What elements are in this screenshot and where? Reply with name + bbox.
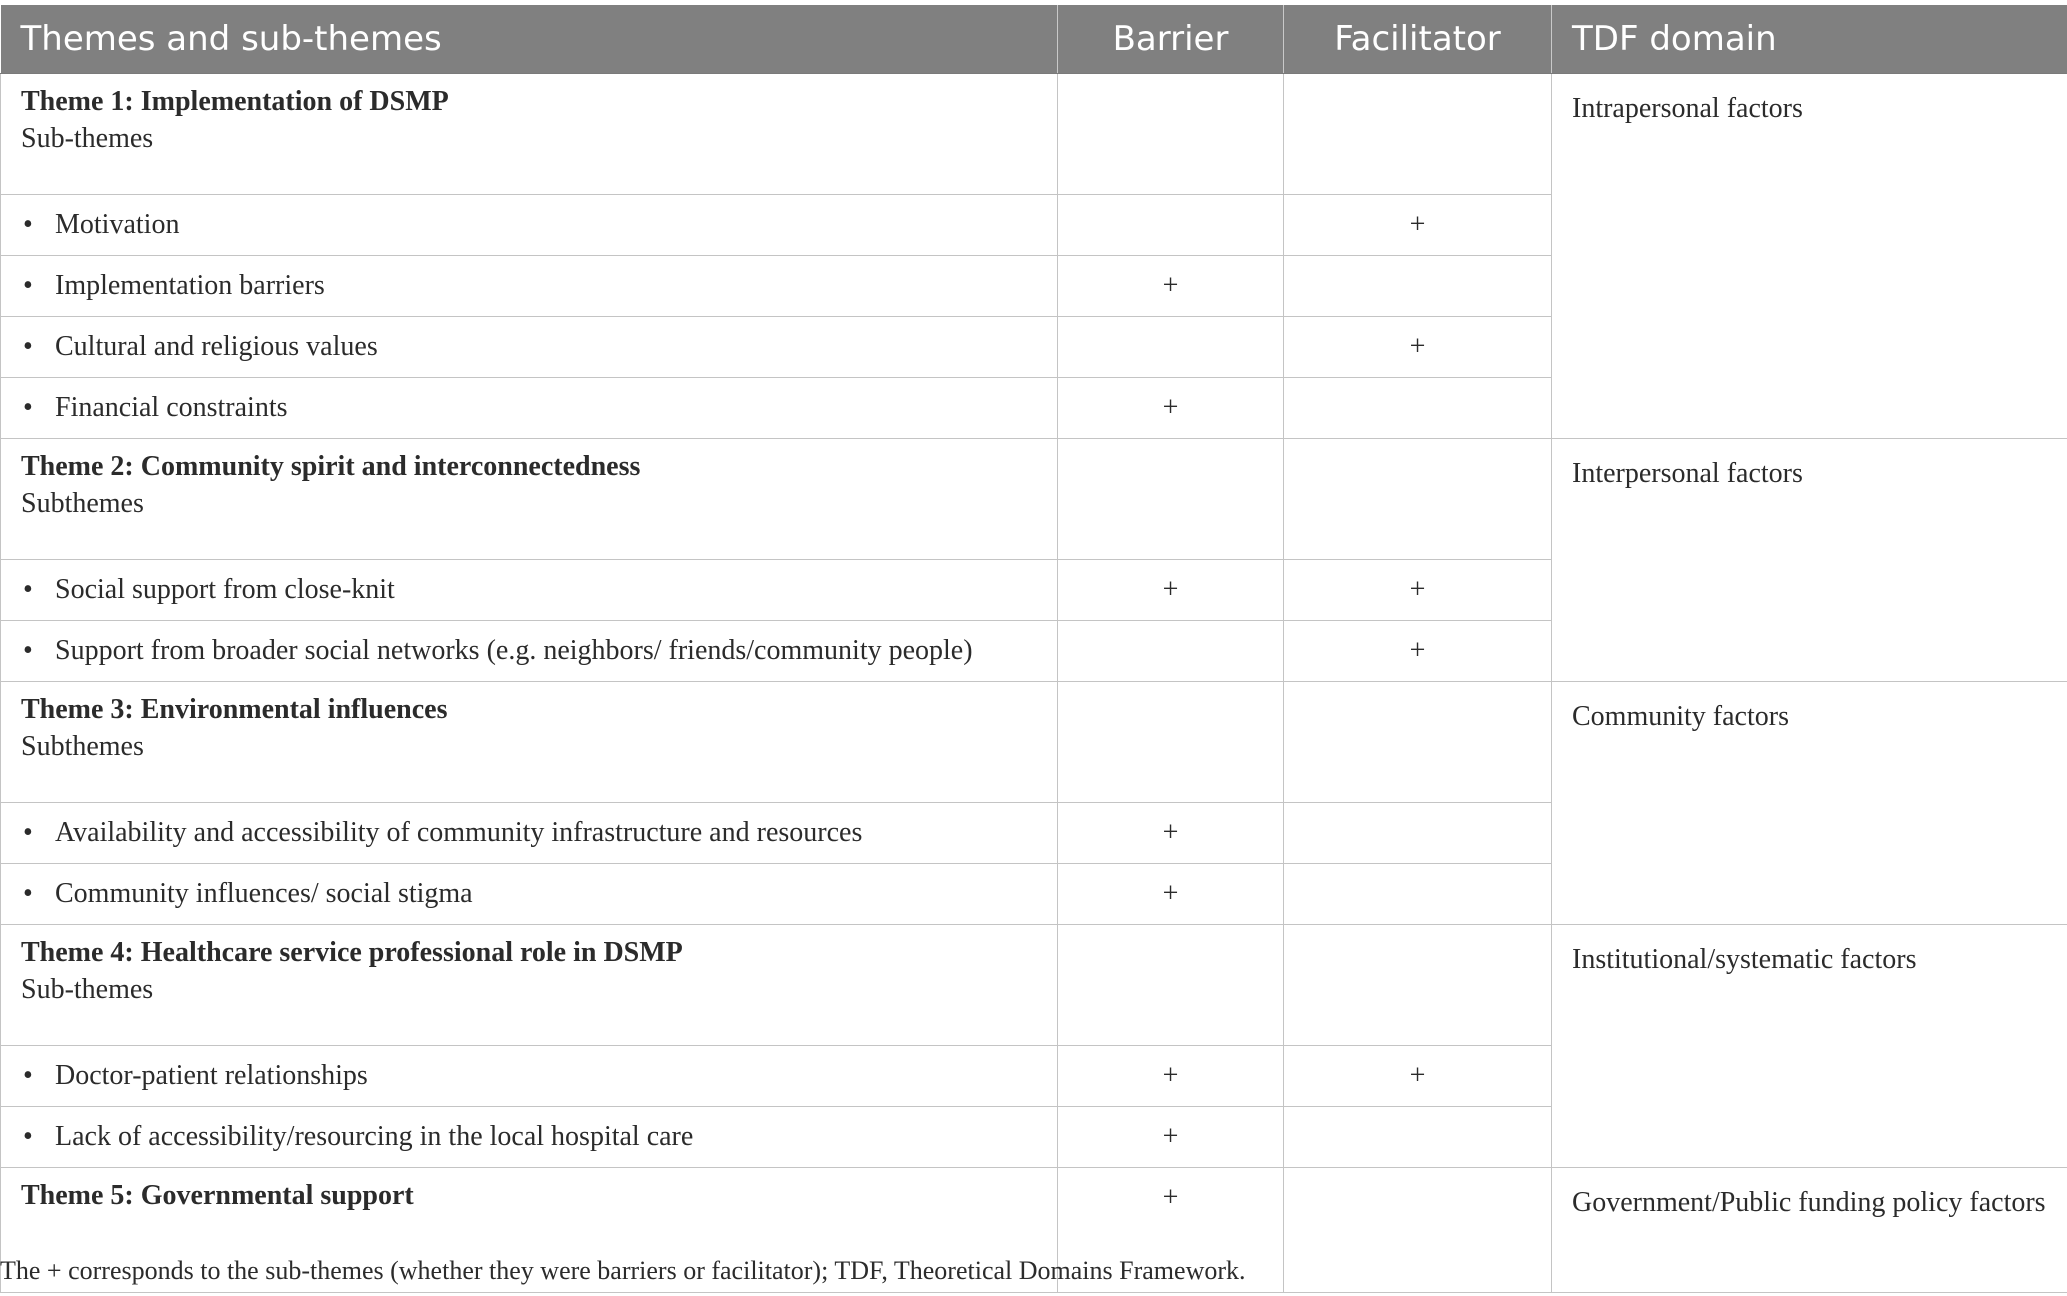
tdf-domain-cell: Institutional/systematic factors [1552,925,2067,1168]
subtheme-label: Doctor-patient relationships [55,1060,368,1091]
bullet-icon: • [23,392,33,423]
barrier-mark [1058,682,1284,803]
barrier-mark [1058,74,1284,195]
theme-subheading: Subthemes [21,488,144,519]
bullet-icon: • [23,635,33,666]
bullet-icon: • [23,1060,33,1091]
subtheme-cell [1,256,1058,317]
facilitator-mark: + [1284,560,1552,621]
barrier-mark: + [1058,256,1284,317]
facilitator-mark [1284,803,1552,864]
facilitator-mark [1284,682,1552,803]
facilitator-mark [1284,256,1552,317]
table-row [1,925,2067,1046]
theme-title: Theme 4: Healthcare service professional role in DSMP [21,937,683,968]
barrier-mark: + [1058,1046,1284,1107]
subtheme-label: Availability and accessibility of community infrastructure and resources [55,817,863,848]
subtheme-cell [1,195,1058,256]
subtheme-label: Support from broader social networks (e.g. neighbors/ friends/community people) [55,635,973,666]
bullet-icon: • [23,209,33,240]
barrier-mark: + [1058,1168,1284,1293]
subtheme-cell [1,864,1058,925]
subtheme-label: Lack of accessibility/resourcing in the local hospital care [55,1121,694,1152]
table-row [1,682,2067,803]
table-row [1,74,2067,195]
bullet-icon: • [23,1121,33,1152]
barrier-mark: + [1058,1107,1284,1168]
barrier-mark [1058,439,1284,560]
theme-title: Theme 5: Governmental support [21,1180,414,1211]
table-header-row [1,5,2067,74]
barrier-mark: + [1058,378,1284,439]
table-footnote: The + corresponds to the sub-themes (whether they were barriers or facilitator); TDF, Theoretical Domains Framework. [0,1256,1246,1285]
bullet-icon: • [23,270,33,301]
facilitator-mark: + [1284,1046,1552,1107]
facilitator-mark [1284,439,1552,560]
barrier-mark [1058,195,1284,256]
subtheme-label: Cultural and religious values [55,331,378,362]
facilitator-mark [1284,74,1552,195]
barrier-mark: + [1058,803,1284,864]
tdf-domain-cell: Interpersonal factors [1552,439,2067,682]
barrier-mark [1058,621,1284,682]
bullet-icon: • [23,331,33,362]
theme-title: Theme 2: Community spirit and interconnectedness [21,451,641,482]
subtheme-cell [1,317,1058,378]
header-barrier: Barrier [1058,5,1284,74]
barrier-mark [1058,925,1284,1046]
tdf-domain-cell: Community factors [1552,682,2067,925]
subtheme-label: Community influences/ social stigma [55,878,473,909]
subtheme-cell [1,378,1058,439]
table-row [1,439,2067,560]
subtheme-cell [1,621,1058,682]
subtheme-label: Social support from close-knit [55,574,395,605]
facilitator-mark [1284,378,1552,439]
facilitator-mark [1284,864,1552,925]
header-tdf-domain: TDF domain [1552,5,2067,74]
subtheme-label: Motivation [55,209,180,240]
theme-title: Theme 1: Implementation of DSMP [21,86,449,117]
theme-cell [1,439,1058,560]
barrier-mark: + [1058,560,1284,621]
subtheme-cell [1,1107,1058,1168]
subtheme-label: Implementation barriers [55,270,325,301]
bullet-icon: • [23,574,33,605]
barrier-mark [1058,317,1284,378]
facilitator-mark [1284,1107,1552,1168]
subtheme-label: Financial constraints [55,392,288,423]
themes-table-container [0,5,2067,1293]
subtheme-cell [1,560,1058,621]
theme-subheading: Sub-themes [21,123,154,154]
theme-subheading: Subthemes [21,731,144,762]
bullet-icon: • [23,817,33,848]
barrier-mark: + [1058,864,1284,925]
theme-cell [1,925,1058,1046]
facilitator-mark: + [1284,317,1552,378]
subtheme-cell [1,1046,1058,1107]
tdf-domain-cell: Government/Public funding policy factors [1552,1168,2067,1293]
subtheme-cell [1,803,1058,864]
header-themes: Themes and sub-themes [1,5,1058,74]
facilitator-mark [1284,925,1552,1046]
themes-table [0,5,2067,1293]
header-facilitator: Facilitator [1284,5,1552,74]
theme-cell [1,682,1058,803]
facilitator-mark: + [1284,621,1552,682]
theme-subheading: Sub-themes [21,974,154,1005]
theme-title: Theme 3: Environmental influences [21,694,448,725]
facilitator-mark [1284,1168,1552,1293]
theme-cell [1,74,1058,195]
facilitator-mark: + [1284,195,1552,256]
tdf-domain-cell: Intrapersonal factors [1552,74,2067,439]
bullet-icon: • [23,878,33,909]
